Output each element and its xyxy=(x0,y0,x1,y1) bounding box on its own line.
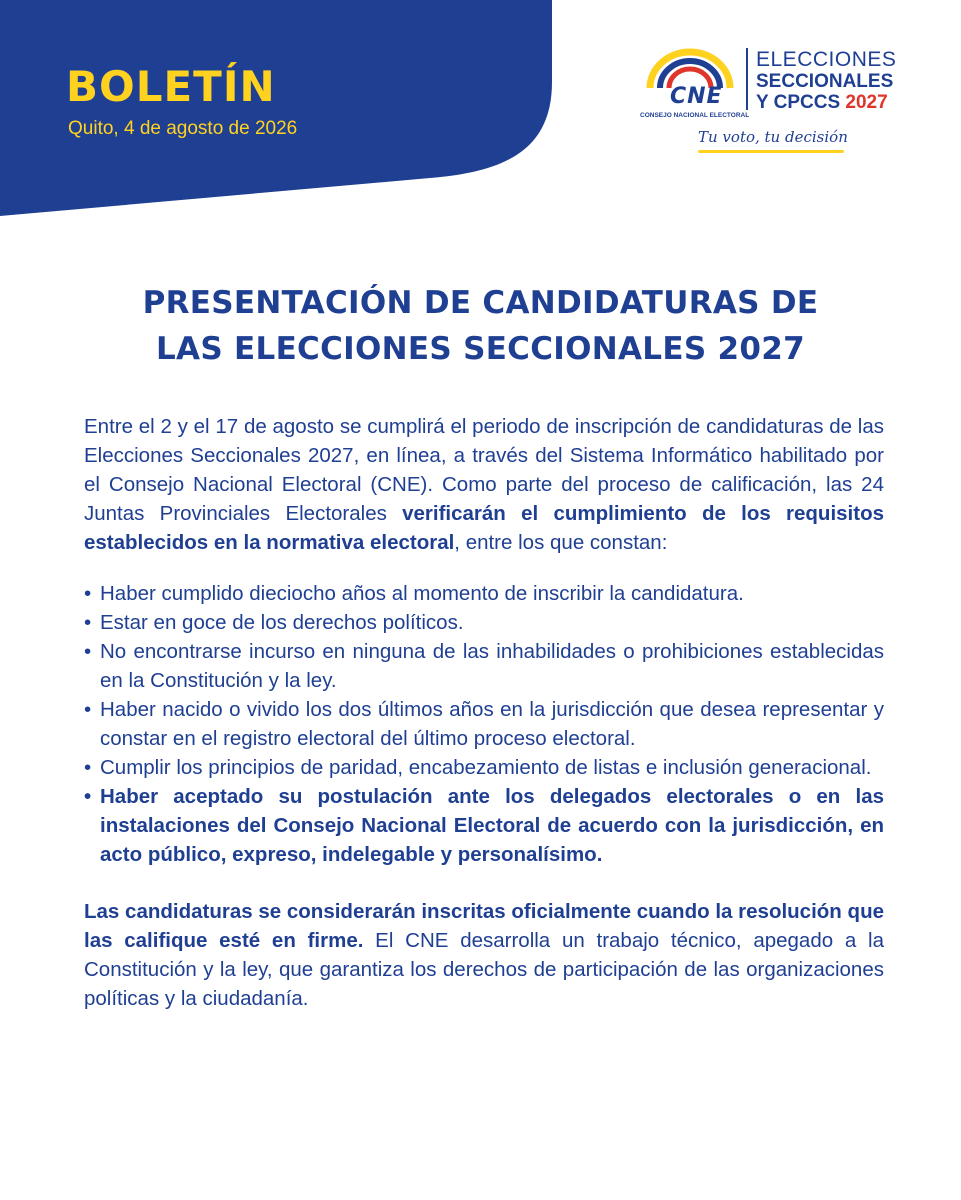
requirement-item: • Cumplir los principios de paridad, encabezamiento de listas e inclusión generacional. xyxy=(84,753,884,782)
slogan-underline xyxy=(698,150,844,153)
closing-text: El CNE desarrolla un trabajo técnico, apegado a la Constitución y la ley, que garantiza los derechos de participación de las organizaciones políticas y la ciudadanía. xyxy=(84,929,884,1010)
requirement-item: • Haber cumplido dieciocho años al momento de inscribir la candidatura. xyxy=(84,579,884,608)
intro-text: Entre el 2 y el 17 de agosto se cumplirá el periodo de inscripción de candidaturas de las Elecciones Seccionales 2027, en línea, a través del Sistema Informático habilitado por el Consejo Nacional Electoral (CNE). Como parte del proceso de calificación, las 24 Juntas Provinciales Electorales xyxy=(84,415,884,525)
cne-acronym: CNE xyxy=(670,84,723,109)
bulletin-title: BOLETÍN xyxy=(66,62,276,111)
requirement-item: • No encontrarse incurso en ninguna de las inhabilidades o prohibiciones establecidas en la Constitución y la ley. xyxy=(84,637,884,695)
slogan: Tu voto, tu decisión xyxy=(698,128,848,146)
bulletin-body xyxy=(84,412,884,1013)
requirement-item: • Haber aceptado su postulación ante los delegados electorales o en las instalaciones del Consejo Nacional Electoral de acuerdo con la jurisdicción, en acto público, expreso, indelegable y personalísimo. xyxy=(84,782,884,869)
cpccs-label: Y CPCCS xyxy=(756,92,846,113)
cpccs-year-label xyxy=(756,92,888,114)
intro-text-end: , entre los que constan: xyxy=(454,531,668,554)
logo-divider xyxy=(746,48,748,110)
requirement-item: • Haber nacido o vivido los dos últimos años en la jurisdicción que desea representar y constar en el registro electoral del último proceso electoral. xyxy=(84,695,884,753)
intro-emphasis: verificarán el cumplimiento de los requisitos establecidos en la normativa electoral xyxy=(84,502,885,554)
intro-paragraph xyxy=(84,412,884,557)
closing-emphasis: Las candidaturas se considerarán inscritas oficialmente cuando la resolución que las califique esté en firme. xyxy=(84,900,884,952)
headline-line-2: LAS ELECCIONES SECCIONALES 2027 xyxy=(155,331,806,367)
cne-subtitle: CONSEJO NACIONAL ELECTORAL xyxy=(640,112,750,119)
election-logo xyxy=(640,42,910,162)
headline xyxy=(60,280,901,372)
bulletin-date: Quito, 4 de agosto de 2026 xyxy=(68,118,298,139)
headline-line-1: PRESENTACIÓN DE CANDIDATURAS DE xyxy=(142,285,819,321)
elections-label: ELECCIONES xyxy=(756,48,897,71)
closing-paragraph xyxy=(84,897,884,1013)
requirements-list xyxy=(84,579,884,869)
seccionales-label: SECCIONALES xyxy=(756,71,894,92)
election-year: 2027 xyxy=(845,92,888,113)
requirement-item: • Estar en goce de los derechos políticos. xyxy=(84,608,884,637)
